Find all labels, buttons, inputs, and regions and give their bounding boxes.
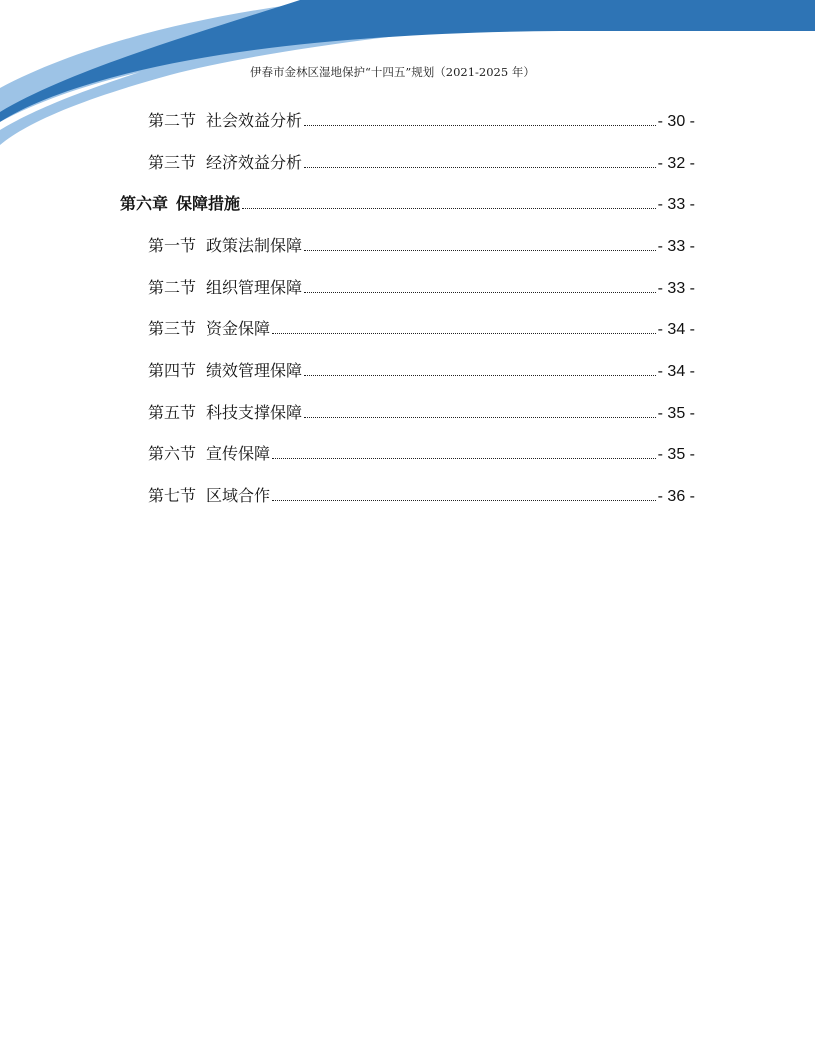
toc-entry-page: - 35 - (657, 446, 695, 463)
toc-entry-number: 第一节 (148, 236, 197, 255)
toc-entry[interactable] (148, 316, 695, 339)
toc-entry[interactable] (148, 358, 695, 381)
toc-entry-page: - 36 - (657, 488, 695, 505)
toc-entry-title: 绩效管理保障 (206, 361, 303, 380)
toc-entry[interactable] (148, 483, 695, 506)
toc-entry-title: 区域合作 (206, 486, 271, 505)
toc-entry-number: 第七节 (148, 486, 197, 505)
toc-entry-page: - 35 - (657, 405, 695, 422)
toc-entry-page: - 30 - (657, 113, 695, 130)
toc-entry-title: 科技支撑保障 (206, 403, 303, 422)
toc-leader-dots (304, 166, 656, 168)
toc-entry-title: 社会效益分析 (206, 111, 303, 130)
toc-entry-page: - 33 - (657, 196, 695, 213)
toc-entry-number: 第三节 (148, 153, 197, 172)
toc-entry-page: - 33 - (657, 280, 695, 297)
toc-entry-number: 第四节 (148, 361, 197, 380)
toc-leader-dots (272, 457, 656, 459)
toc-entry-title: 经济效益分析 (206, 153, 303, 172)
toc-entry-page: - 32 - (657, 155, 695, 172)
toc-chapter-entry[interactable] (120, 191, 695, 214)
toc-entry[interactable] (148, 150, 695, 173)
toc-entry-number: 第三节 (148, 319, 197, 338)
toc-leader-dots (304, 124, 656, 126)
toc-entry-title: 宣传保障 (206, 444, 271, 463)
toc-entry[interactable] (148, 441, 695, 464)
toc-leader-dots (272, 499, 656, 501)
toc-entry-number: 第二节 (148, 278, 197, 297)
toc-leader-dots (304, 249, 656, 251)
toc-entry-title: 组织管理保障 (206, 278, 303, 297)
toc-entry[interactable] (148, 108, 695, 131)
toc-entry-page: - 34 - (657, 321, 695, 338)
toc-entry-number: 第五节 (148, 403, 197, 422)
toc-entry-page: - 34 - (657, 363, 695, 380)
toc-entry[interactable] (148, 233, 695, 256)
toc-leader-dots (304, 416, 656, 418)
running-header: 伊春市金林区湿地保护“十四五”规划（2021-2025 年） (250, 65, 535, 79)
toc-leader-dots (304, 291, 656, 293)
toc-leader-dots (242, 207, 656, 209)
toc-entry-page: - 33 - (657, 238, 695, 255)
toc-entry-title: 政策法制保障 (206, 236, 303, 255)
toc-leader-dots (304, 374, 656, 376)
toc-entry-title: 保障措施 (176, 194, 241, 213)
toc-entry[interactable] (148, 275, 695, 298)
toc-entry-number: 第六章 (120, 194, 169, 213)
banner-dark-wave (0, 0, 815, 122)
toc-leader-dots (272, 332, 656, 334)
toc-entry[interactable] (148, 400, 695, 423)
toc-entry-number: 第六节 (148, 444, 197, 463)
toc-entry-number: 第二节 (148, 111, 197, 130)
toc-entry-title: 资金保障 (206, 319, 271, 338)
